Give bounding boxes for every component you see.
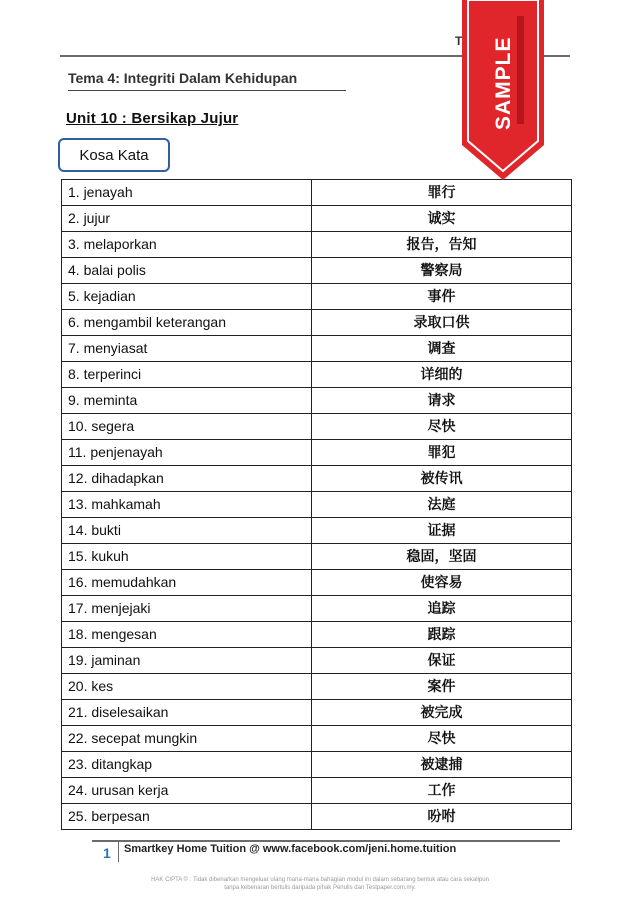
chinese-translation-cell: 事件 [312,284,572,310]
malay-term-cell: 20. kes [62,674,312,700]
theme-title: Tema 4: Integriti Dalam Kehidupan [68,70,298,86]
malay-term-cell: 3. melaporkan [62,232,312,258]
chinese-translation-cell: 警察局 [312,258,572,284]
table-row [62,544,572,570]
sample-watermark-text: SAMPLE [492,36,515,130]
copyright-notice: HAK CIPTA © : Tidak dibenarkan mengeluar ulang mana-mana bahagian modul ini dalam sebarang bentuk atau cara sekalipun tanpa kebenaran bertulis daripada pihak Penulis dan Testpaper.com.my. [151,877,489,891]
table-row [62,310,572,336]
malay-term-cell: 23. ditangkap [62,752,312,778]
chinese-translation-cell: 法庭 [312,492,572,518]
chinese-translation-cell: 调查 [312,336,572,362]
table-row [62,778,572,804]
table-row [62,388,572,414]
chinese-translation-cell: 追踪 [312,596,572,622]
table-row [62,180,572,206]
table-row [62,466,572,492]
malay-term-cell: 25. berpesan [62,804,312,830]
table-row [62,622,572,648]
chinese-translation-cell: 报告，告知 [312,232,572,258]
footer-divider [118,840,119,862]
malay-term-cell: 17. menjejaki [62,596,312,622]
malay-term-cell: 10. segera [62,414,312,440]
chinese-translation-cell: 录取口供 [312,310,572,336]
malay-term-cell: 19. jaminan [62,648,312,674]
table-row [62,700,572,726]
table-row [62,596,572,622]
footer-text: Smartkey Home Tuition @ www.facebook.com/jeni.home.tuition [124,843,457,855]
chinese-translation-cell: 罪行 [312,180,572,206]
malay-term-cell: 8. terperinci [62,362,312,388]
chinese-translation-cell: 罪犯 [312,440,572,466]
table-row [62,674,572,700]
table-row [62,440,572,466]
chinese-translation-cell: 详细的 [312,362,572,388]
malay-term-cell: 16. memudahkan [62,570,312,596]
malay-term-cell: 14. bukti [62,518,312,544]
table-row [62,206,572,232]
malay-term-cell: 12. dihadapkan [62,466,312,492]
malay-term-cell: 5. kejadian [62,284,312,310]
chinese-translation-cell: 保证 [312,648,572,674]
malay-term-cell: 7. menyiasat [62,336,312,362]
table-row [62,570,572,596]
malay-term-cell: 1. jenayah [62,180,312,206]
table-row [62,284,572,310]
malay-term-cell: 11. penjenayah [62,440,312,466]
table-row [62,362,572,388]
table-row [62,804,572,830]
chinese-translation-cell: 被完成 [312,700,572,726]
footer-rule [92,840,560,842]
malay-term-cell: 24. urusan kerja [62,778,312,804]
sample-ribbon-watermark [462,0,544,182]
chinese-translation-cell: 诚实 [312,206,572,232]
chinese-translation-cell: 稳固，坚固 [312,544,572,570]
table-row [62,492,572,518]
chinese-translation-cell: 请求 [312,388,572,414]
vocabulary-table-body [62,180,572,830]
malay-term-cell: 15. kukuh [62,544,312,570]
chinese-translation-cell: 尽快 [312,726,572,752]
vocabulary-table [61,179,572,830]
chinese-translation-cell: 证据 [312,518,572,544]
chinese-translation-cell: 跟踪 [312,622,572,648]
malay-term-cell: 6. mengambil keterangan [62,310,312,336]
table-row [62,518,572,544]
header-right-text-left: T [455,34,463,48]
table-row [62,258,572,284]
chinese-translation-cell: 案件 [312,674,572,700]
table-row [62,648,572,674]
malay-term-cell: 9. meminta [62,388,312,414]
page-number: 1 [103,845,111,861]
table-row [62,232,572,258]
section-label-box [58,138,170,172]
table-row [62,752,572,778]
section-label: Kosa Kata [79,146,149,164]
ribbon-barcode-strip [517,16,524,124]
theme-underline [68,90,346,91]
malay-term-cell: 2. jujur [62,206,312,232]
chinese-translation-cell: 尽快 [312,414,572,440]
table-row [62,414,572,440]
chinese-translation-cell: 吩咐 [312,804,572,830]
malay-term-cell: 21. diselesaikan [62,700,312,726]
unit-title: Unit 10 : Bersikap Jujur [66,110,239,127]
chinese-translation-cell: 使容易 [312,570,572,596]
malay-term-cell: 22. secepat mungkin [62,726,312,752]
malay-term-cell: 18. mengesan [62,622,312,648]
malay-term-cell: 4. balai polis [62,258,312,284]
chinese-translation-cell: 被传讯 [312,466,572,492]
table-row [62,336,572,362]
chinese-translation-cell: 工作 [312,778,572,804]
table-row [62,726,572,752]
malay-term-cell: 13. mahkamah [62,492,312,518]
chinese-translation-cell: 被逮捕 [312,752,572,778]
